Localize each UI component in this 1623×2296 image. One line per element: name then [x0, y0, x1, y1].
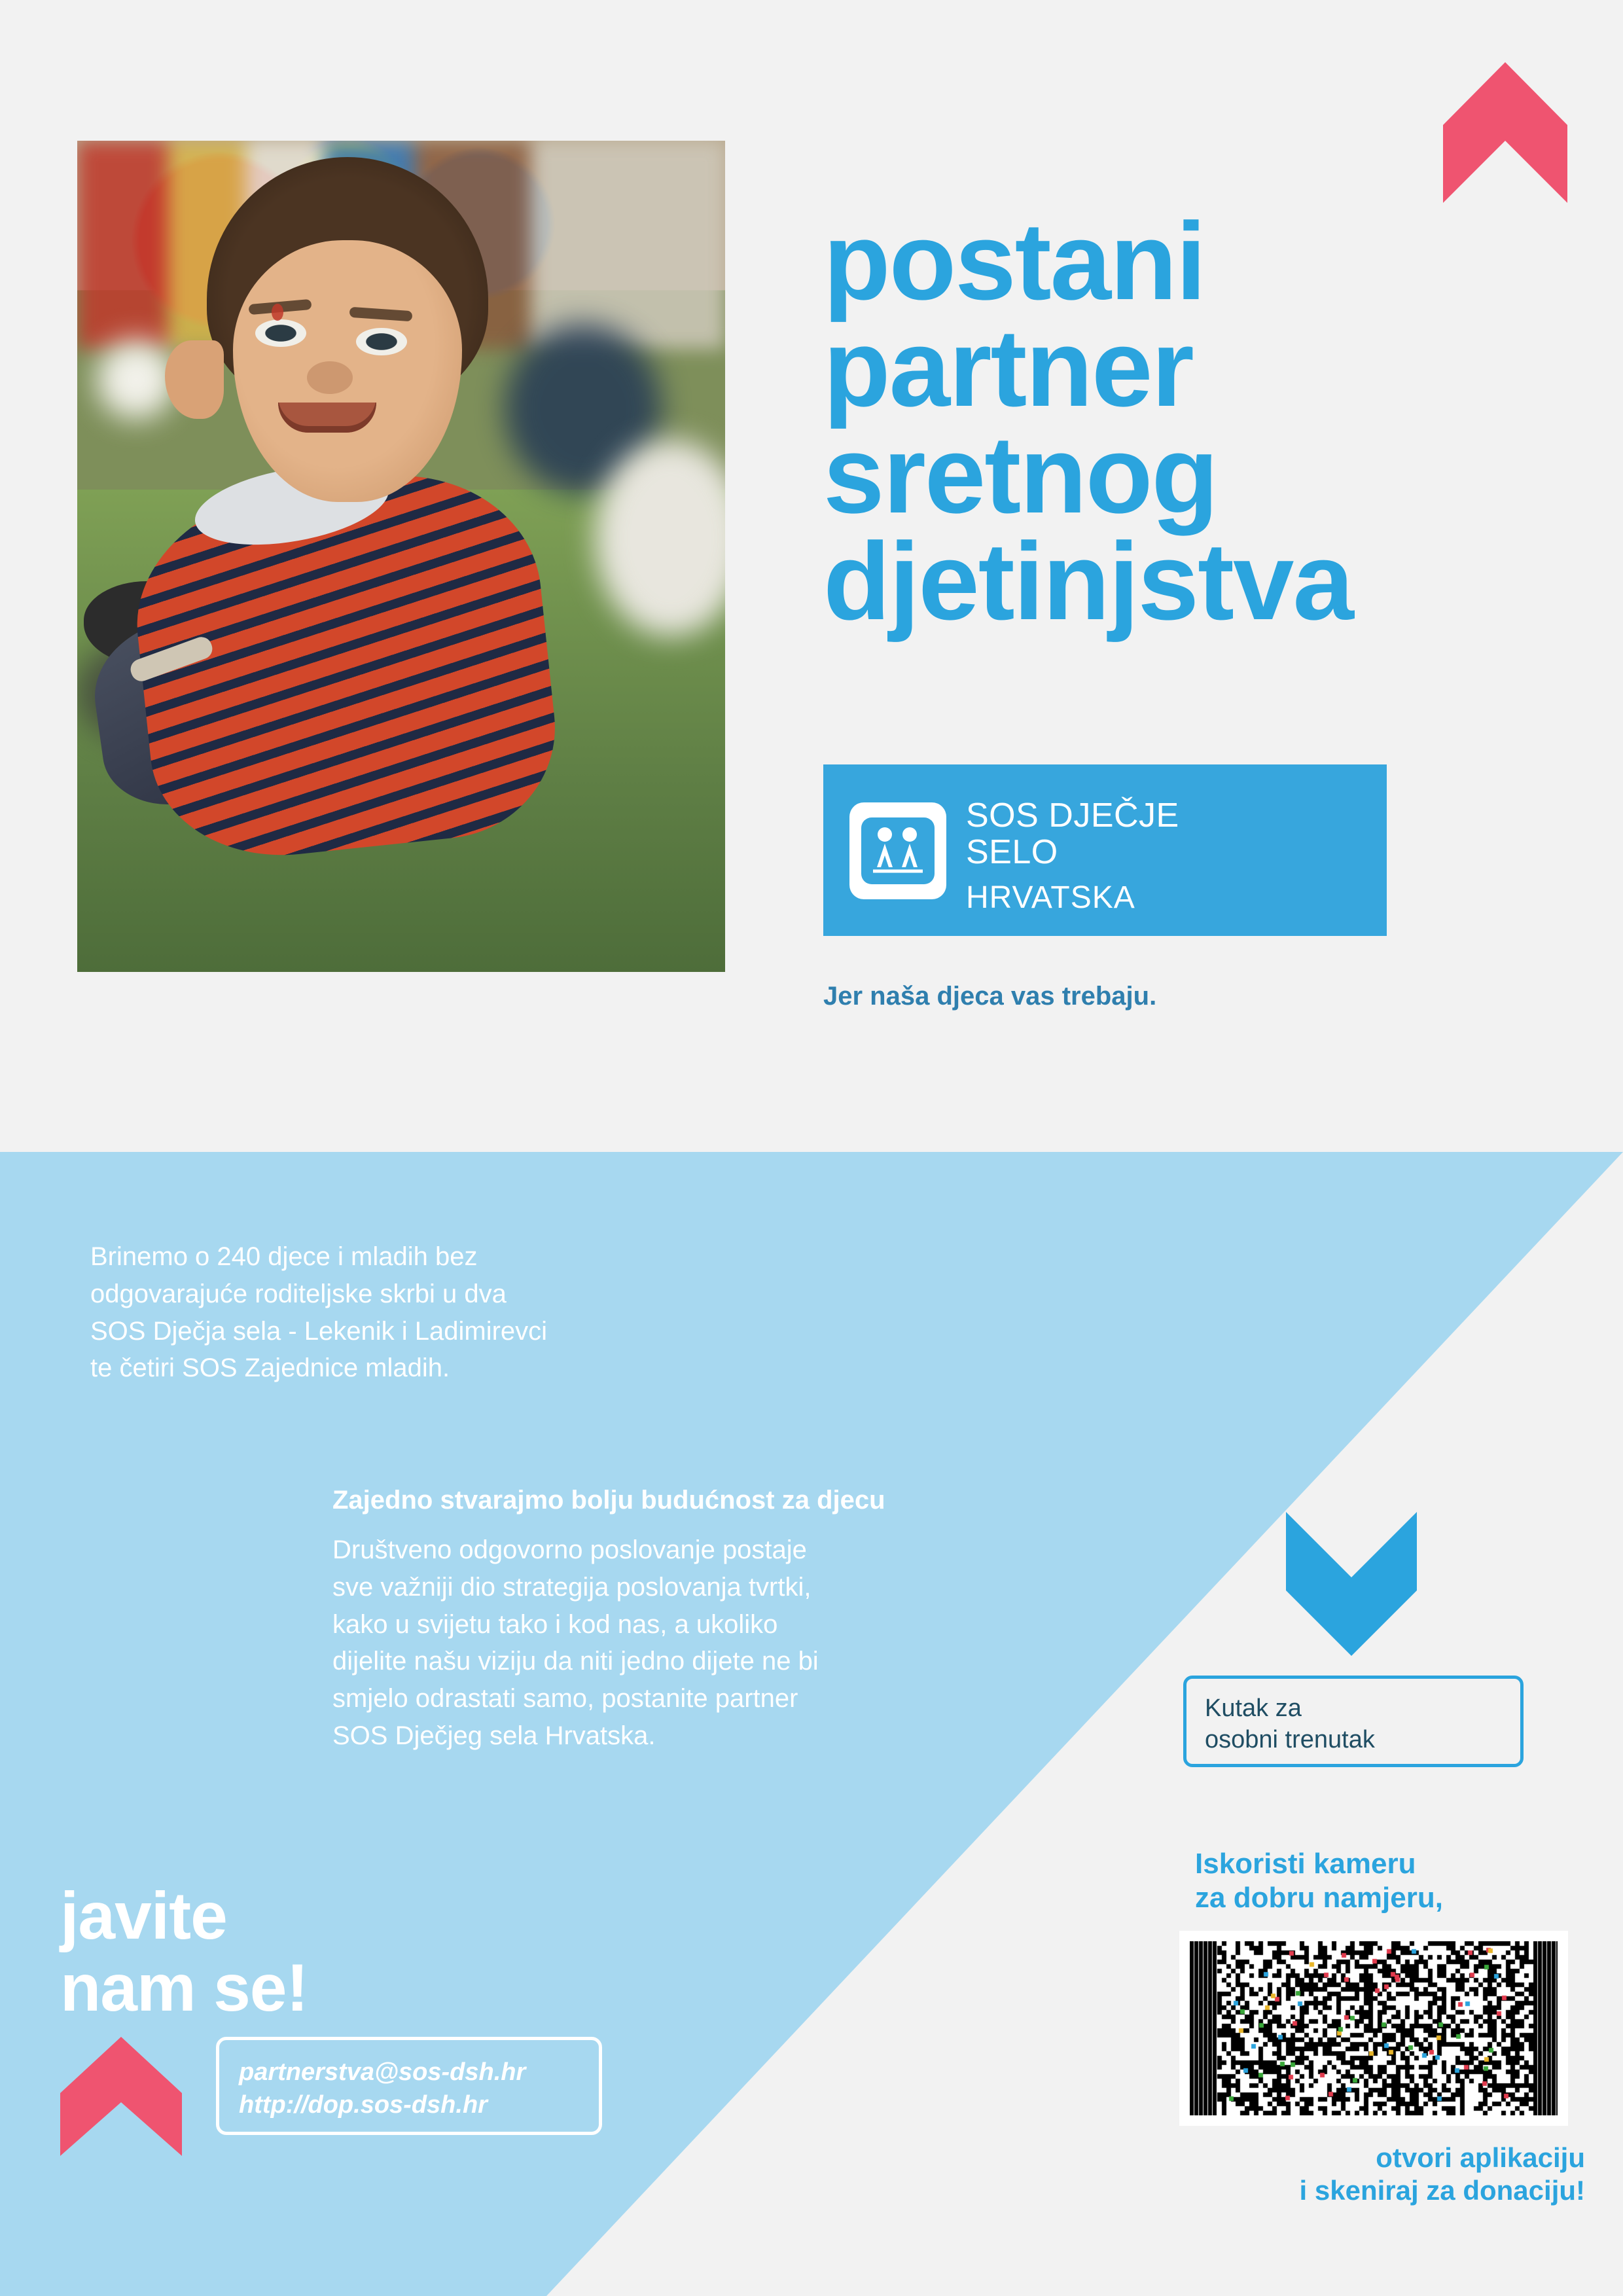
intro-paragraph	[90, 1238, 547, 1387]
logo-line-2: SELO	[966, 833, 1058, 872]
child-cheek-mark	[272, 304, 283, 321]
chevron-down-blue-icon	[1286, 1512, 1417, 1656]
qr-foot-line-2: i skeniraj za donaciju!	[1299, 2174, 1585, 2206]
chevron-up-pink-icon	[60, 2037, 182, 2156]
cta-heading	[60, 1880, 308, 2024]
child-eye	[255, 319, 306, 347]
intro-line-4: te četiri SOS Zajednice mladih.	[90, 1354, 450, 1383]
sos-logo-bar	[823, 764, 1387, 936]
intro-line-2: odgovarajuće roditeljske skrbi u dva	[90, 1279, 507, 1308]
contact-email[interactable]: partnerstva@sos-dsh.hr	[239, 2058, 526, 2086]
body-line-6: SOS Dječjeg sela Hrvatska.	[332, 1721, 656, 1750]
body-line-3: kako u svijetu tako i kod nas, a ukoliko	[332, 1609, 778, 1639]
page-title	[823, 200, 1582, 643]
body-line-4: dijelite našu viziju da niti jedno dijete ne bi	[332, 1647, 819, 1676]
body-line-1: Društveno odgovorno poslovanje postaje	[332, 1535, 807, 1564]
cta-line-2: nam se!	[60, 1950, 308, 2026]
logo-line-3: HRVATSKA	[966, 880, 1135, 916]
body-paragraph	[332, 1532, 819, 1755]
child-eye	[356, 328, 407, 355]
contact-box[interactable]	[216, 2037, 602, 2135]
qr-canvas	[1190, 1941, 1558, 2115]
child-nose	[307, 361, 353, 394]
qr-donation-code[interactable]	[1179, 1931, 1568, 2126]
tagline: Jer naša djeca vas trebaju.	[823, 982, 1157, 1011]
logo-line-1: SOS DJEČJE	[966, 797, 1179, 834]
intro-line-3: SOS Dječja sela - Lekenik i Ladimirevci	[90, 1316, 548, 1346]
qr-head-line-1: Iskoristi kameru	[1195, 1848, 1416, 1880]
chevron-up-pink-icon	[1443, 62, 1567, 203]
body-line-5: smjelo odrastati samo, postanite partner	[332, 1684, 798, 1713]
qr-foot-line-1: otvori aplikaciju	[1376, 2142, 1585, 2173]
headline-line-2: partner	[823, 306, 1193, 429]
qr-head-line-2: za dobru namjeru,	[1195, 1881, 1443, 1914]
headline-line-4: djetinjstva	[823, 519, 1353, 643]
child-mouth	[278, 403, 376, 433]
contact-url[interactable]: http://dop.sos-dsh.hr	[239, 2091, 488, 2119]
personal-moment-box	[1183, 1676, 1524, 1767]
kutak-line-2: osobni trenutak	[1205, 1725, 1375, 1753]
kutak-line-1: Kutak za	[1205, 1695, 1302, 1722]
headline-line-3: sretnog	[823, 412, 1218, 536]
body-line-2: sve važniji dio strategija poslovanja tvrtki,	[332, 1572, 812, 1602]
sos-children-village-icon	[849, 802, 946, 899]
qr-heading	[1195, 1847, 1443, 1915]
headline-line-1: postani	[823, 200, 1205, 323]
sos-logo-text	[966, 797, 1179, 916]
hero-photo	[77, 141, 725, 972]
intro-line-1: Brinemo o 240 djece i mladih bez	[90, 1242, 478, 1271]
cta-line-1: javite	[60, 1878, 227, 1953]
qr-footer	[1179, 2142, 1585, 2206]
photo-blur-blob	[97, 340, 175, 419]
bottom-section	[0, 1152, 1623, 2296]
body-heading: Zajedno stvarajmo bolju budućnost za djecu	[332, 1486, 885, 1515]
